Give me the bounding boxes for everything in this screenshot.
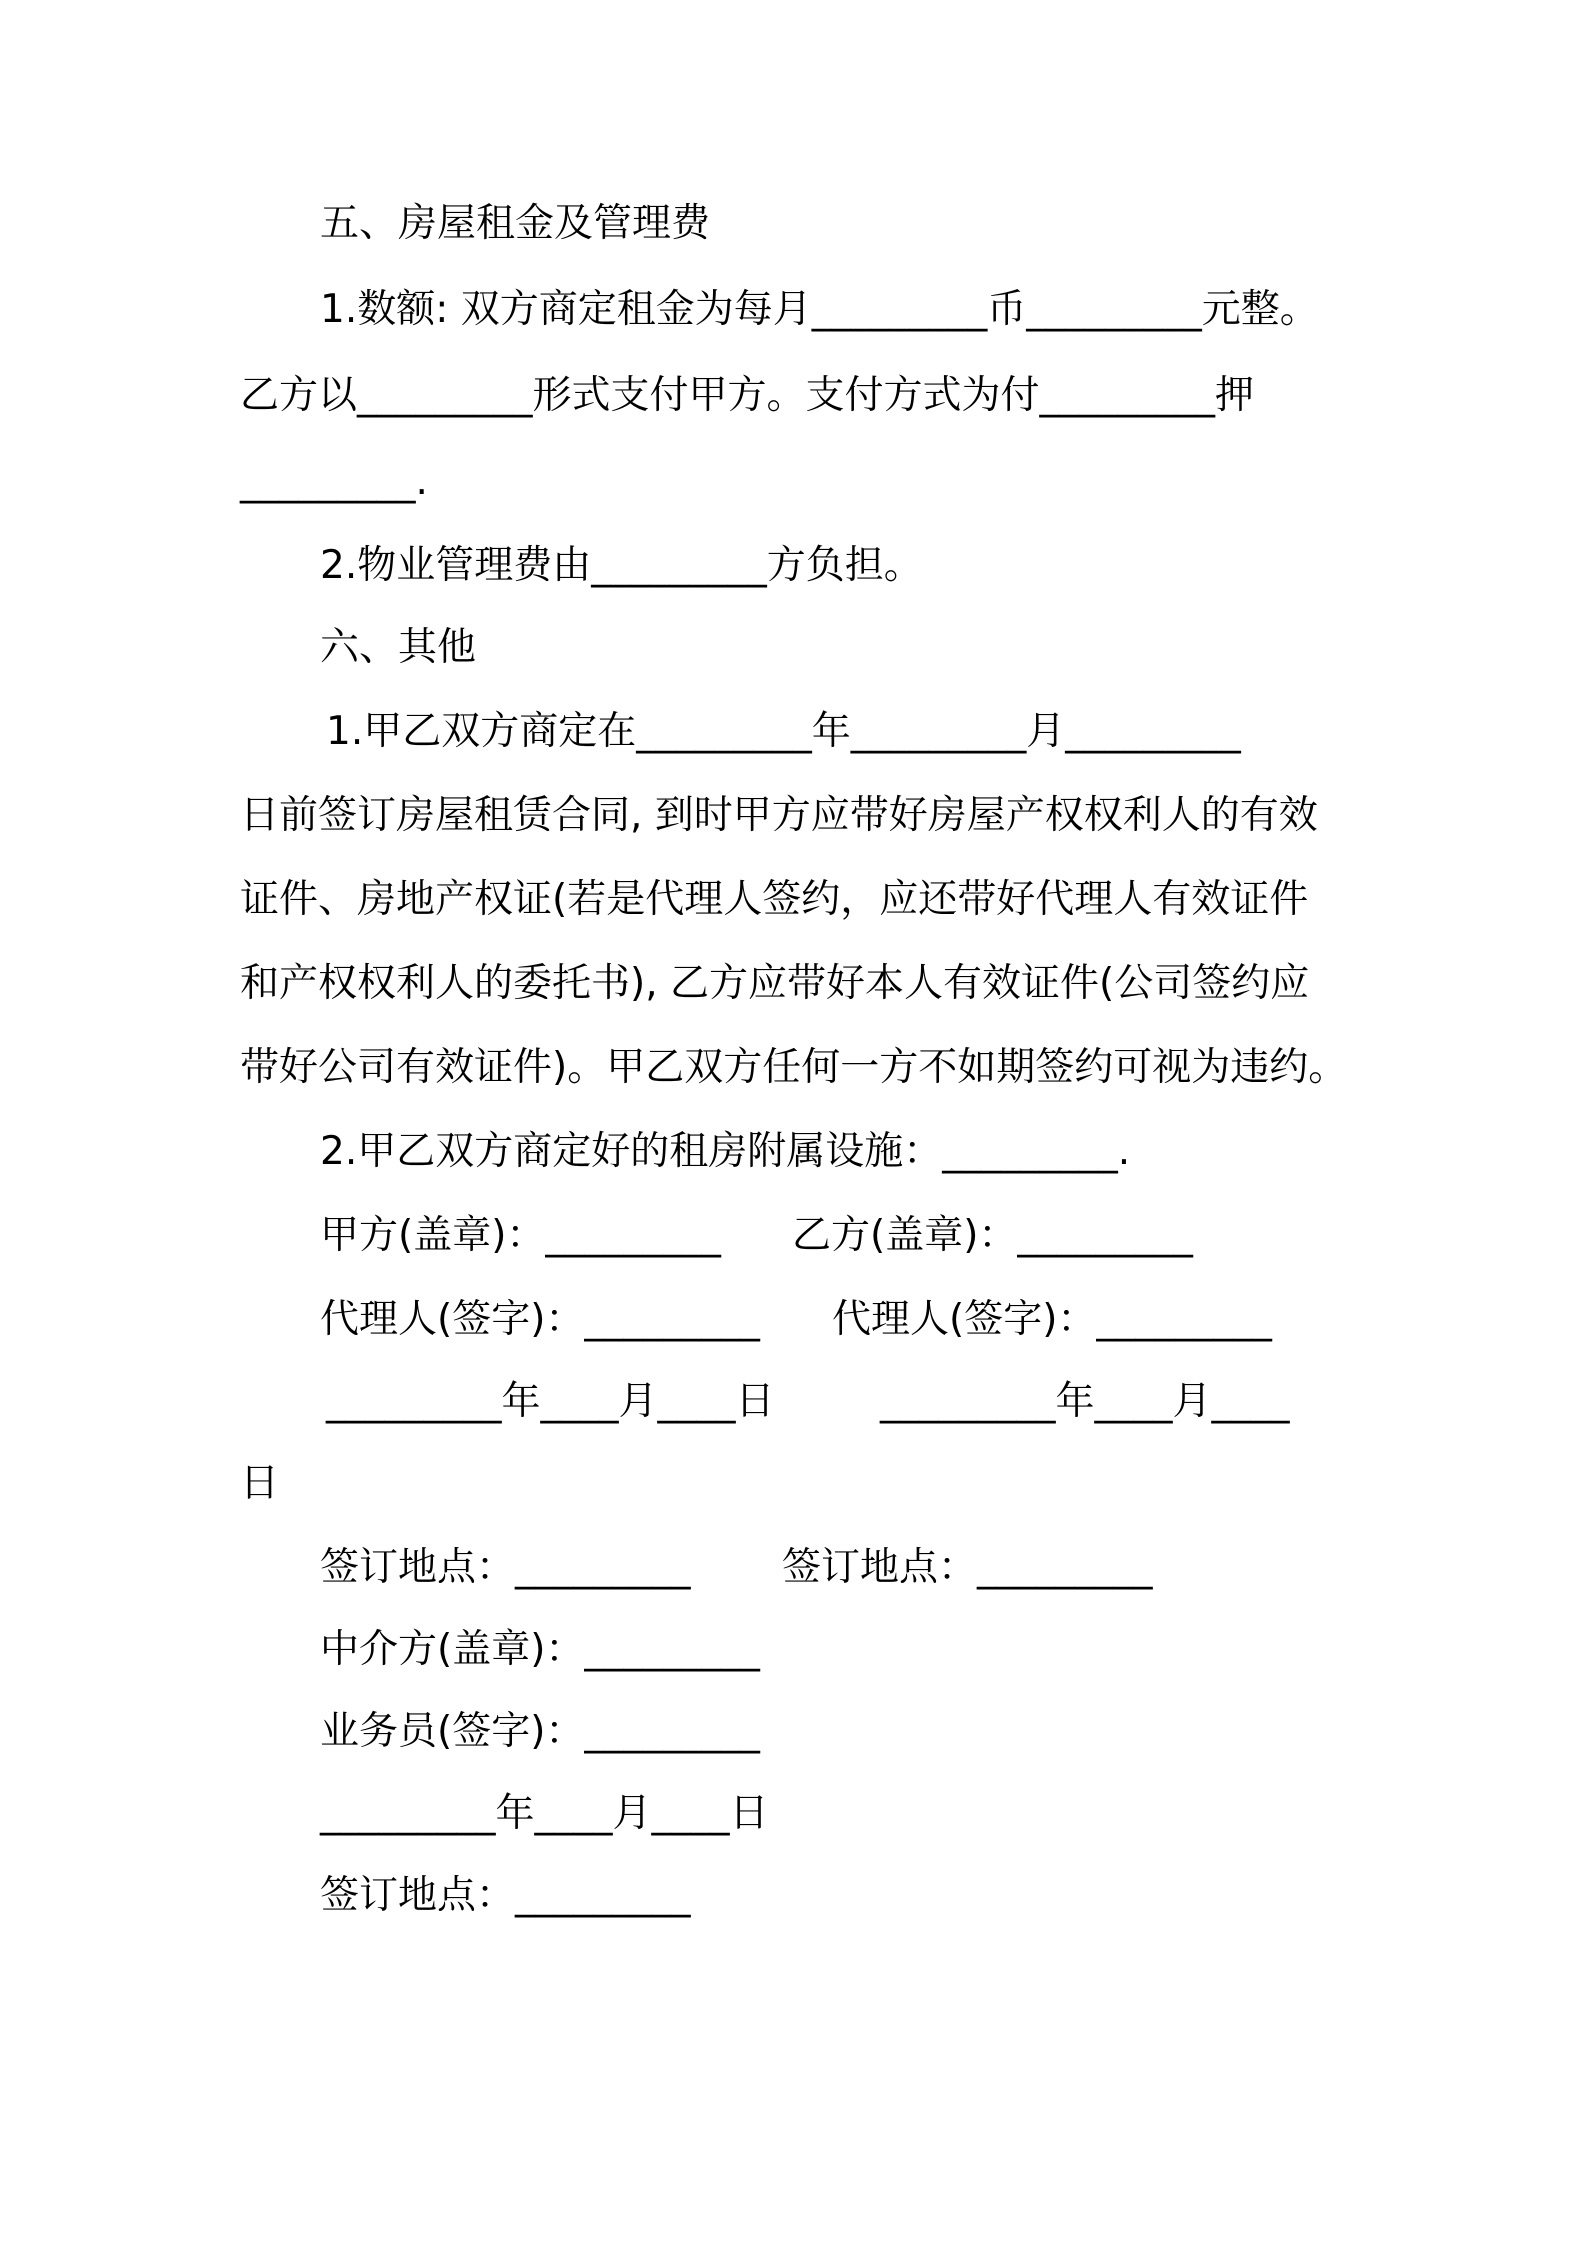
agent-a-sign-field: 代理人(签字)：_________ [320, 1297, 760, 1342]
section5-p1-line3: _________. [240, 459, 428, 504]
intermediary-place-field: 签订地点：_________ [320, 1873, 691, 1918]
date-b-field: _________年____月____ [880, 1379, 1290, 1424]
place-a-field: 签订地点：_________ [320, 1545, 691, 1590]
section5-p1-line2: 乙方以_________形式支付甲方。支付方式为付_________押 [240, 373, 1255, 418]
party-a-seal-field: 甲方(盖章)：_________ [320, 1213, 721, 1258]
section5-heading: 五、房屋租金及管理费 [320, 201, 711, 246]
section6-p1-line5: 带好公司有效证件)。甲乙双方任何一方不如期签约可视为违约。 [240, 1045, 1348, 1090]
intermediary-seal-field: 中介方(盖章)：_________ [320, 1627, 760, 1672]
date-b-day: 日 [240, 1461, 280, 1506]
section6-p1-line1: 1.甲乙双方商定在_________年_________月_________ [326, 709, 1241, 754]
place-b-field: 签订地点：_________ [782, 1545, 1153, 1590]
intermediary-date-field: _________年____月____日 [320, 1791, 769, 1836]
date-a-field: _________年____月____日 [326, 1379, 775, 1424]
section6-heading: 六、其他 [320, 625, 477, 670]
agent-b-sign-field: 代理人(签字)：_________ [832, 1297, 1272, 1342]
section5-p2: 2.物业管理费由_________方负担。 [320, 543, 923, 588]
party-b-seal-field: 乙方(盖章)：_________ [792, 1213, 1193, 1258]
section5-p1-line1: 1.数额: 双方商定租金为每月_________币_________元整。 [320, 287, 1319, 332]
section6-p2: 2.甲乙双方商定好的租房附属设施：_________. [320, 1129, 1131, 1174]
section6-p1-line4: 和产权权利人的委托书), 乙方应带好本人有效证件(公司签约应 [240, 961, 1310, 1006]
section6-p1-line3: 证件、房地产权证(若是代理人签约，应还带好代理人有效证件 [240, 877, 1309, 922]
clerk-sign-field: 业务员(签字)：_________ [320, 1709, 760, 1754]
section6-p1-line2: 日前签订房屋租赁合同, 到时甲方应带好房屋产权权利人的有效 [240, 793, 1318, 838]
